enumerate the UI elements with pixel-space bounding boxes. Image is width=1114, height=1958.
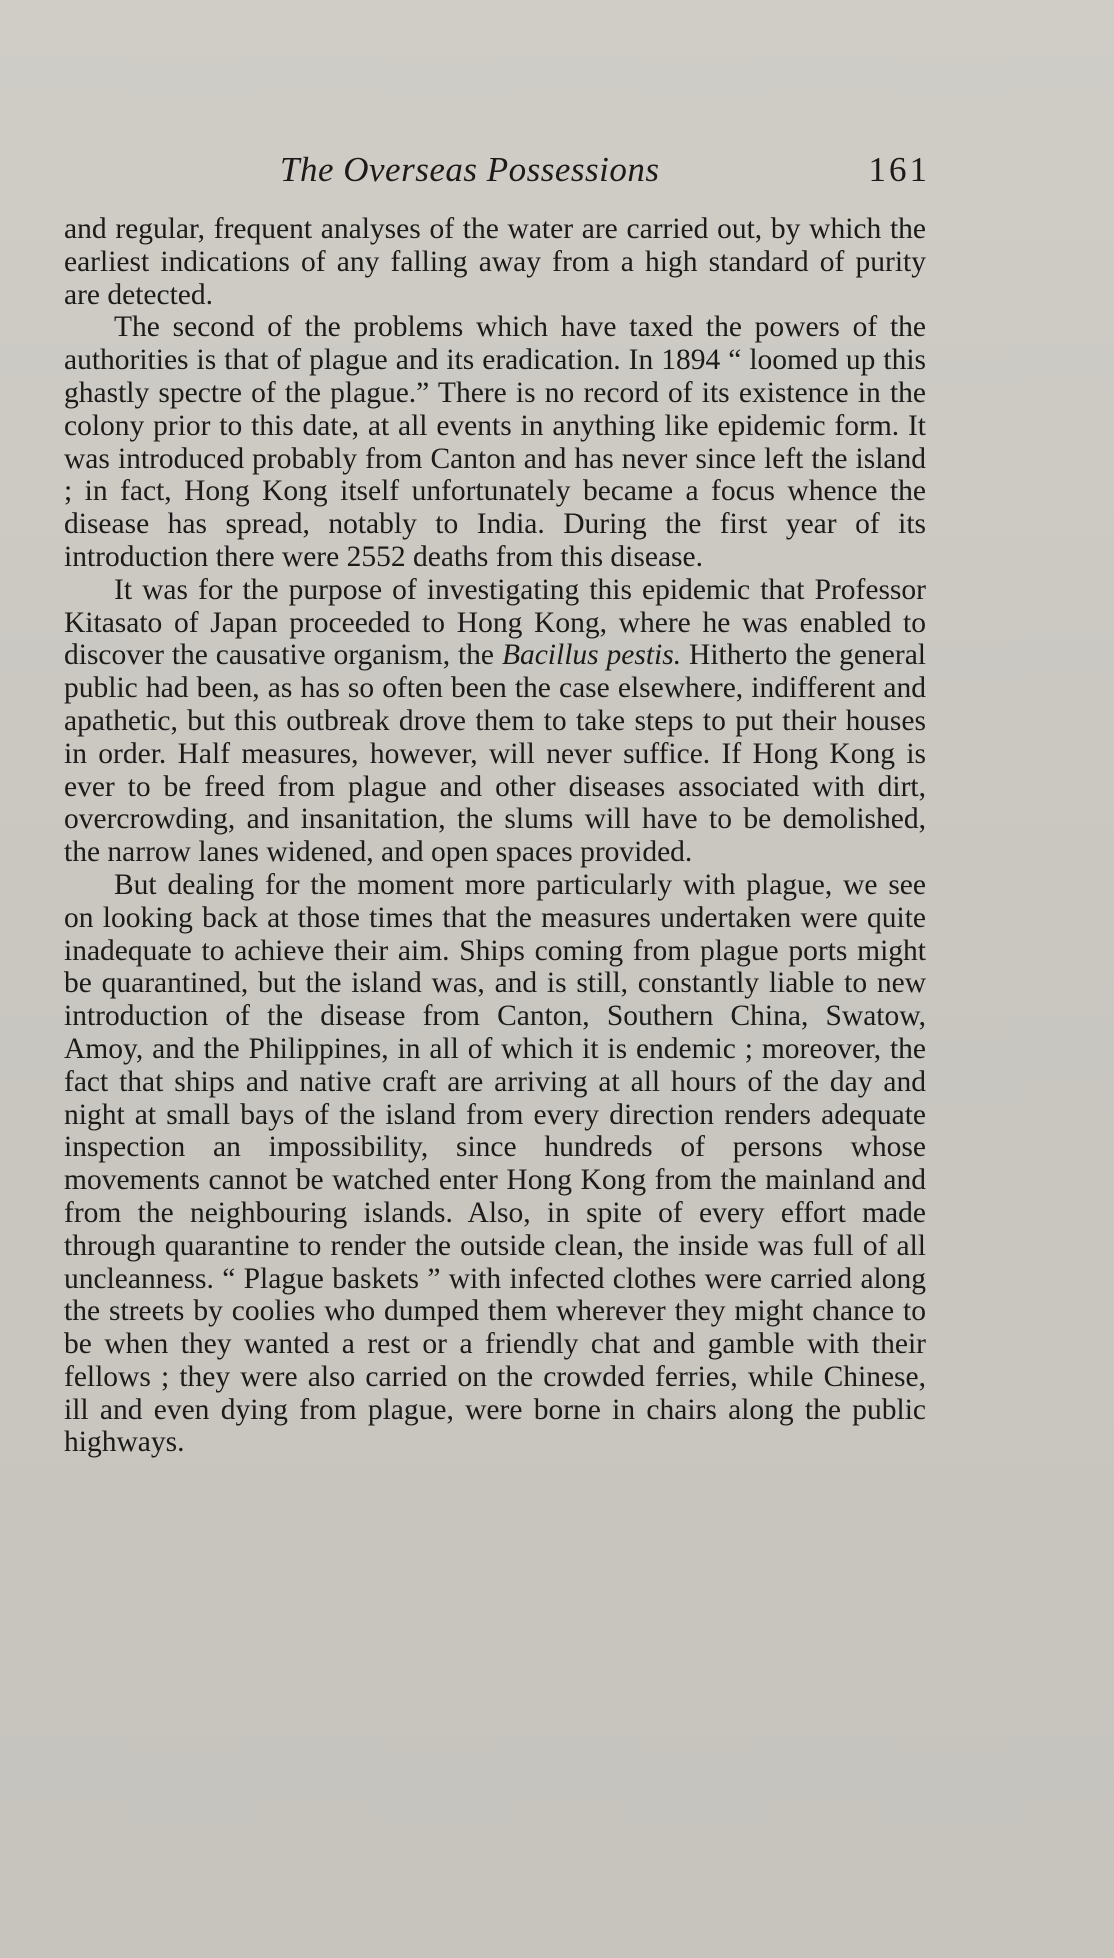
paragraph-3-text-b: Hitherto the general public had been, as has so often been the case elsewhere, indifferent and apathetic, but this outbreak drove them to take steps to put their houses in order. Half measures, however, will never suffice. If Hong Kong is ever to be freed from plague and other diseases associated with dirt, overcrowding, and insanitation, the slums will have to be demolished, the narrow lanes widened, and open spaces provided. bbox=[64, 639, 926, 869]
page-header bbox=[280, 150, 930, 196]
paragraph-2: The second of the problems which have taxed the powers of the authorities is that of plague and its eradication. In 1894 “ loomed up this ghastly spectre of the plague.” There is no record of its existence in the colony prior to this date, at all events in anything like epidemic form. It was introduced probably from Canton and has never since left the island ; in fact, Hong Kong itself unfortunately became a focus whence the disease has spread, notably to India. During the first year of its introduction there were 2552 deaths from this disease. bbox=[64, 311, 926, 573]
running-title: The Overseas Possessions bbox=[280, 150, 660, 189]
body-text bbox=[64, 213, 926, 1459]
paragraph-4: But dealing for the moment more particularly with plague, we see on looking back at those times that the measures undertaken were quite inadequate to achieve their aim. Ships coming from plague ports might be quarantined, but the island was, and is still, constantly liable to new introduction of the disease from Canton, Southern China, Swatow, Amoy, and the Philippines, in all of which it is endemic ; moreover, the fact that ships and native craft are arriving at all hours of the day and night at small bays of the island from every direction renders adequate inspection an impossibility, since hundreds of persons whose movements cannot be watched enter Hong Kong from the mainland and from the neighbouring islands. Also, in spite of every effort made through quarantine to render the outside clean, the inside was full of all uncleanness. “ Plague baskets ” with infected clothes were carried along the streets by coolies who dumped them wherever they might chance to be when they wanted a rest or a friendly chat and gamble with their fellows ; they were also carried on the crowded ferries, while Chinese, ill and even dying from plague, were borne in chairs along the public highways. bbox=[64, 868, 926, 1459]
page-number: 161 bbox=[868, 150, 930, 189]
paragraph-1: and regular, frequent analyses of the water are carried out, by which the earliest indications of any falling away from a high standard of purity are detected. bbox=[64, 213, 926, 311]
paragraph-3-text-a: It was for the purpose of investigating this epidemic that Professor Kitasato of Japan proceeded to Hong Kong, where he was enabled to discover the causative organism, the bbox=[64, 573, 926, 672]
bacillus-pestis-term: Bacillus pestis. bbox=[501, 639, 682, 672]
paragraph-3 bbox=[64, 574, 926, 869]
